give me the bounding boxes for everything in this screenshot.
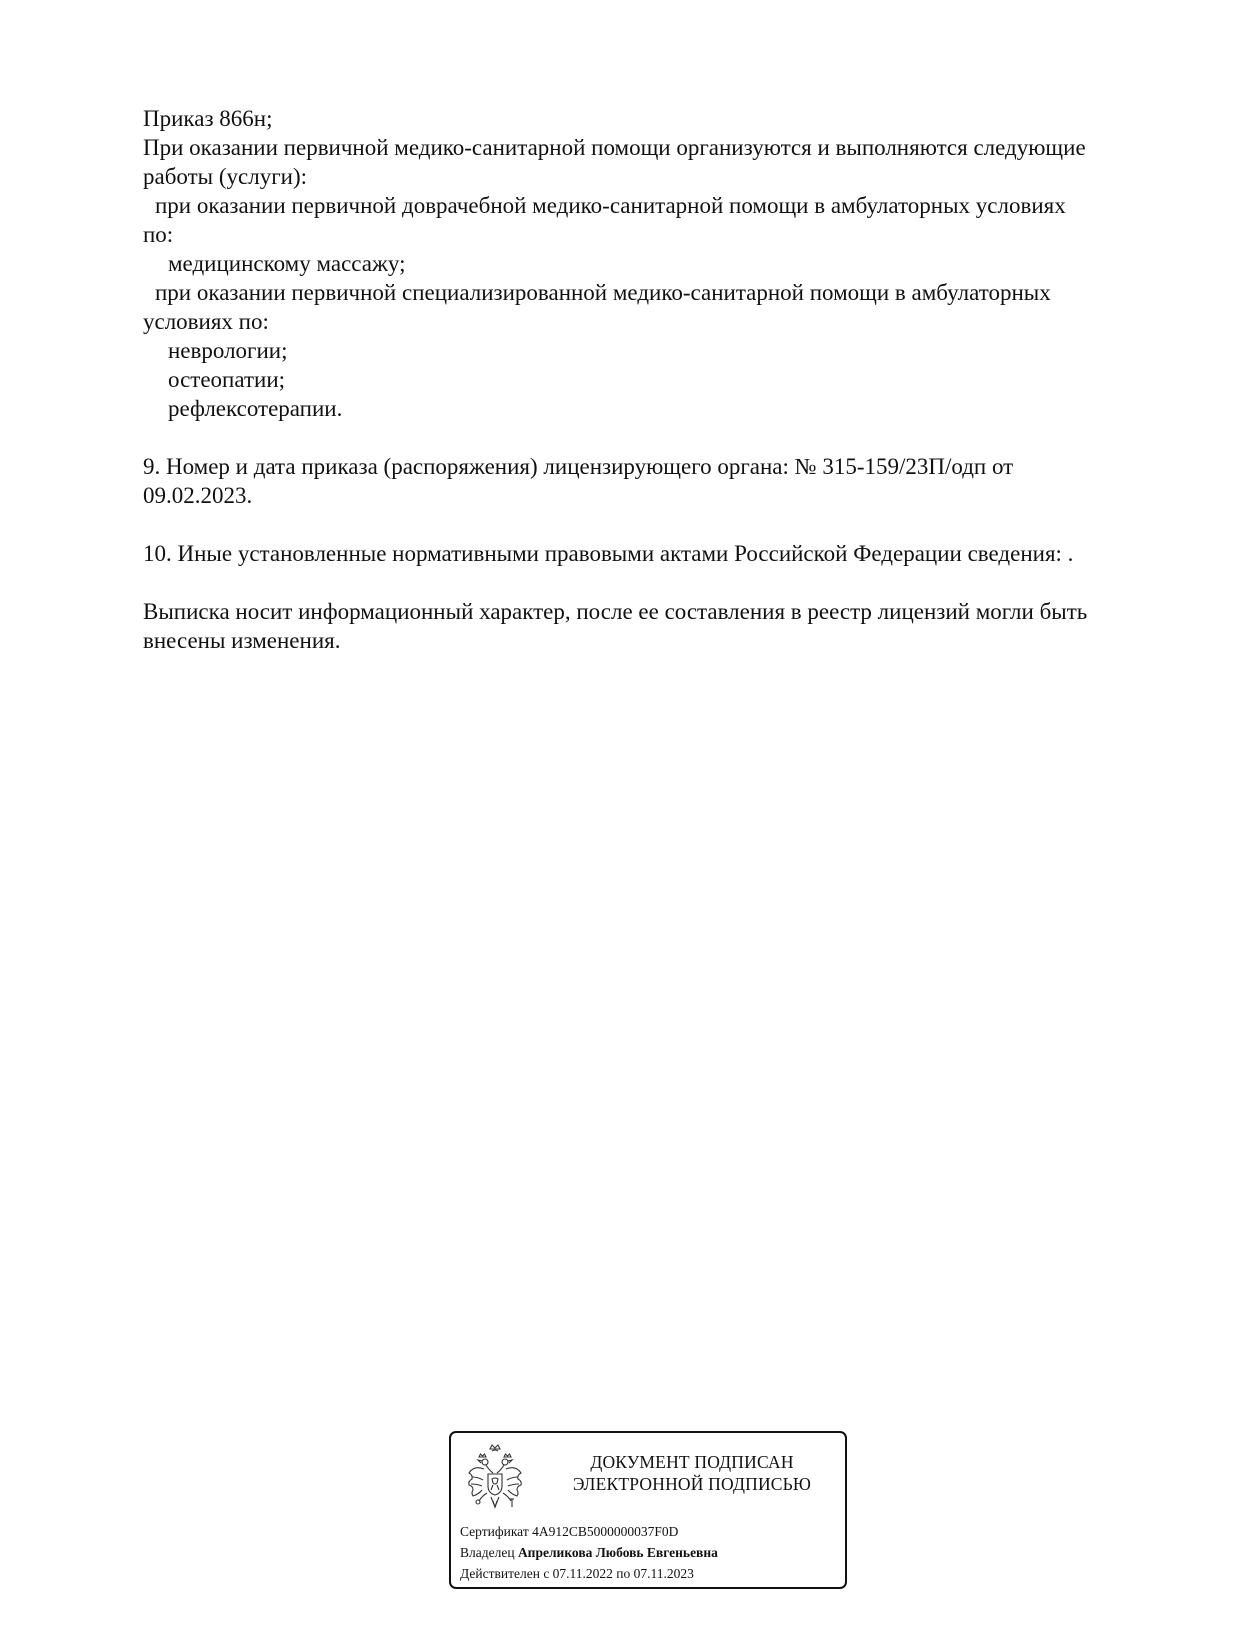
electronic-signature-stamp: [449, 1431, 847, 1589]
stamp-details: [460, 1521, 718, 1584]
paragraph-gap: [143, 568, 1153, 597]
item-10: 10. Иные установленные нормативными правовыми актами Российской Федерации сведения: .: [143, 541, 1074, 566]
validity-label: Действителен: [460, 1566, 540, 1581]
stamp-title: [547, 1451, 837, 1495]
validity-value: с 07.11.2022 по 07.11.2023: [543, 1566, 694, 1581]
specialized-care-line-1: при оказании первичной специализированной медико-санитарной помощи в амбулаторных: [155, 280, 1051, 305]
service-item-massage: медицинскому массажу;: [168, 251, 406, 276]
certificate-value: 4A912CB5000000037F0D: [532, 1524, 679, 1539]
owner-label: Владелец: [460, 1545, 515, 1560]
stamp-title-line-1: ДОКУМЕНТ ПОДПИСАН: [590, 1452, 794, 1472]
paragraph-gap: [143, 510, 1153, 539]
services-intro-line-1: При оказании первичной медико-санитарной помощи организуются и выполняются следующие: [143, 135, 1086, 160]
owner-value: Апреликова Любовь Евгеньевна: [517, 1545, 718, 1560]
stamp-title-line-2: ЭЛЕКТРОННОЙ ПОДПИСЬЮ: [572, 1474, 812, 1494]
owner-line: [460, 1542, 718, 1563]
order-number-line: Приказ 866н;: [143, 106, 273, 131]
service-item-osteopathy: остеопатии;: [168, 367, 286, 392]
prehospital-care-line-2: по:: [143, 222, 174, 247]
prehospital-care-line-1: при оказании первичной доврачебной медико-санитарной помощи в амбулаторных условиях: [155, 193, 1066, 218]
certificate-line: [460, 1521, 718, 1542]
services-intro-line-2: работы (услуги):: [143, 164, 307, 189]
disclaimer-line-2: внесены изменения.: [143, 628, 341, 653]
item-9-line-2: 09.02.2023.: [143, 483, 253, 508]
document-body: [143, 104, 1153, 655]
certificate-label: Сертификат: [460, 1524, 529, 1539]
disclaimer-line-1: Выписка носит информационный характер, после ее составления в реестр лицензий могли быть: [143, 599, 1088, 624]
item-9-line-1: 9. Номер и дата приказа (распоряжения) лицензирующего органа: № 315-159/23П/одп от: [143, 454, 1014, 479]
specialized-care-line-2: условиях по:: [143, 309, 269, 334]
validity-line: [460, 1563, 718, 1584]
service-item-reflexotherapy: рефлексотерапии.: [168, 396, 343, 421]
service-item-neurology: неврологии;: [168, 338, 288, 363]
paragraph-gap: [143, 423, 1153, 452]
double-headed-eagle-icon: [463, 1441, 527, 1517]
